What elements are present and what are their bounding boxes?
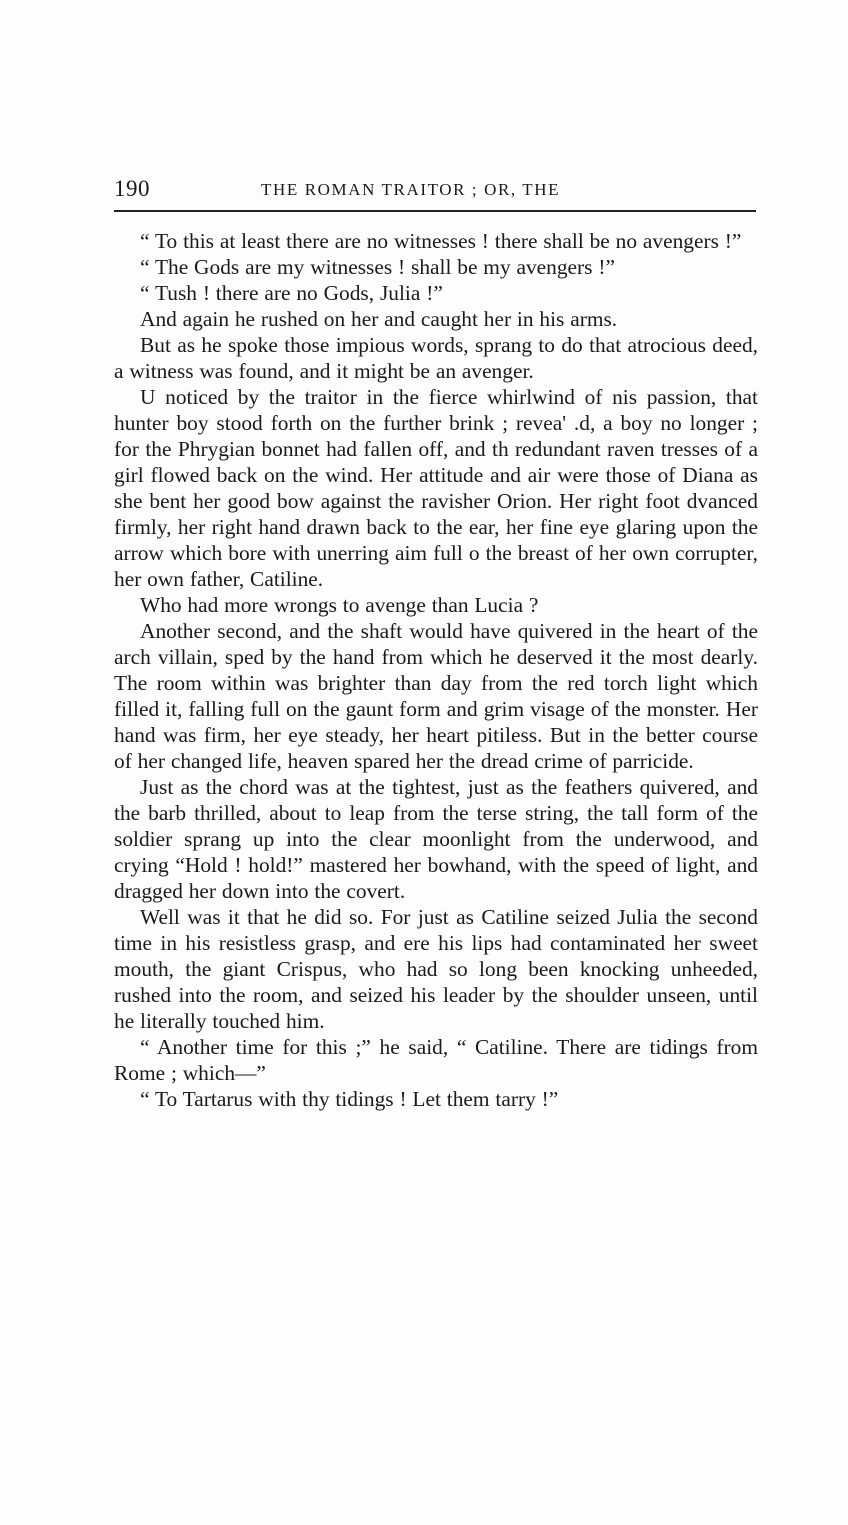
paragraph-1: “ To this at least there are no witnesses ! there shall be no avengers !” [140,229,742,253]
paragraph-10: Well was it that he did so. For just as Catiline seized Julia the second time in his resistless grasp, and ere his lips had contaminated her sweet mouth, the giant Crispus, who had so long been knocking unheeded, rushed into the room, and seized his leader by the shoulder unseen, until he literally touched him. [114,905,758,1033]
paragraph-9: Just as the chord was at the tightest, just as the feathers quivered, and the barb thrilled, about to leap from the terse string, the tall form of the soldier sprang up into the clear moonlight from the underwood, and crying “Hold ! hold!” mastered her bowhand, with the speed of light, and dragged her down into the covert. [114,775,758,903]
paragraph-3: “ Tush ! there are no Gods, Julia !” [140,281,443,305]
paragraph-8: Another second, and the shaft would have quivered in the heart of the arch villain, sped by the hand from which he deserved it the most dearly. The room within was brighter than day from the red torch light which filled it, falling full on the gaunt form and grim visage of the monster. Her hand was firm, her eye steady, her heart pitiless. But in the better course of her changed life, heaven spared her the dread crime of parricide. [114,619,758,773]
paragraph-11: “ Another time for this ;” he said, “ Catiline. There are tidings from Rome ; which—” [114,1035,758,1085]
paragraph-12: “ To Tartarus with thy tidings ! Let them tarry !” [140,1087,559,1111]
header-rule [114,210,756,212]
running-title: THE ROMAN TRAITOR ; OR, THE [261,180,561,199]
paragraph-7: Who had more wrongs to avenge than Lucia ? [140,593,539,617]
paragraph-2: “ The Gods are my witnesses ! shall be my avengers !” [140,255,615,279]
paragraph-4: And again he rushed on her and caught her in his arms. [140,307,618,331]
body-text [114,228,758,1112]
page-header [114,176,756,206]
page-number: 190 [114,176,150,201]
paragraph-6: U noticed by the traitor in the fierce whirlwind of nis passion, that hunter boy stood forth on the further brink ; revea' .d, a boy no longer ; for the Phrygian bonnet had fallen off, and th redundant raven tresses of a girl flowed back on the wind. Her attitude and air were those of Diana as she bent her good bow against the ravisher Orion. Her right foot dvanced firmly, her right hand drawn back to the ear, her fine eye glaring upon the arrow which bore with unerring aim full o the breast of her own corrupter, her own father, Catiline. [114,385,758,591]
paragraph-5: But as he spoke those impious words, sprang to do that atrocious deed, a witness was found, and it might be an avenger. [114,333,758,383]
